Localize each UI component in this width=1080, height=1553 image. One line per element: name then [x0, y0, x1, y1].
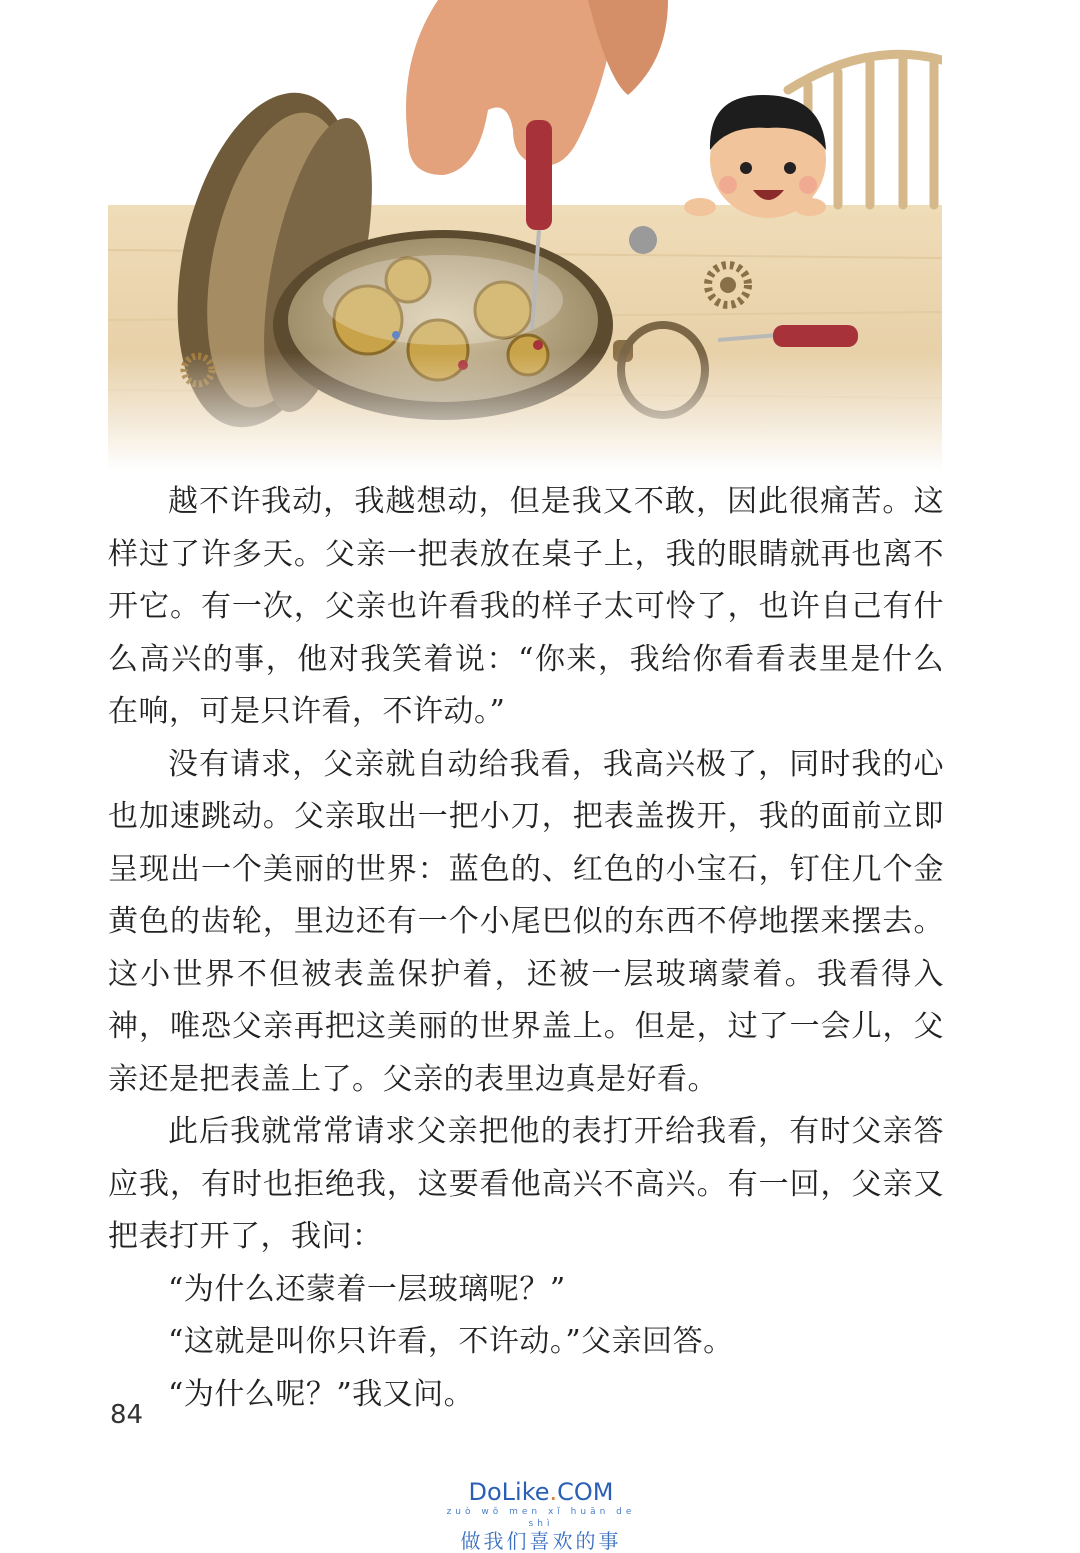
watermark-logo: [436, 1480, 646, 1552]
dialogue-line: “这就是叫你只许看，不许动。”父亲回答。: [168, 1324, 734, 1359]
paragraph: 没有请求，父亲就自动给我看，我高兴极了，同时我的心也加速跳动。父亲取出一把小刀，把表盖拨开，我的面前立即呈现出一个美丽的世界：蓝色的、红色的小宝石，钉住几个金黄色的齿轮，里边还有一个小尾巴似的东西不停地摆来摆去。这小世界不但被表盖保护着，还被一层玻璃蒙着。我看得入神，唯恐父亲再把这美丽的世界盖上。但是，过了一会儿，父亲还是把表盖上了。父亲的表里边真是好看。: [108, 746, 944, 1097]
watch-illustration: [108, 0, 942, 470]
watermark-slogan: 做我们喜欢的事: [460, 1529, 622, 1553]
dialogue-line: “为什么呢？”我又问。: [168, 1376, 475, 1412]
logo-main: DoLike: [468, 1478, 550, 1506]
logo-dot: .: [549, 1478, 558, 1506]
story-text: [108, 476, 944, 1421]
logo-suffix: COM: [557, 1478, 614, 1506]
paragraph: 此后我就常常请求父亲把他的表打开给我看，有时父亲答应我，有时也拒绝我，这要看他高兴不高兴。有一回，父亲又把表打开了，我问：: [108, 1114, 944, 1254]
watermark-pinyin: zuò wǒ men xǐ huān de shì: [446, 1507, 636, 1529]
dialogue-line: “为什么还蒙着一层玻璃呢？”: [168, 1271, 566, 1307]
watermark-logo-text: [436, 1480, 646, 1504]
paragraph: 越不许我动，我越想动，但是我又不敢，因此很痛苦。这样过了许多天。父亲一把表放在桌子上，我的眼睛就再也离不开它。有一次，父亲也许看我的样子太可怜了，也许自己有什么高兴的事，他对我笑着说：“你来，我给你看看表里是什么在响，可是只许看，不许动。”: [108, 484, 944, 729]
page-number: 84: [110, 1400, 144, 1430]
